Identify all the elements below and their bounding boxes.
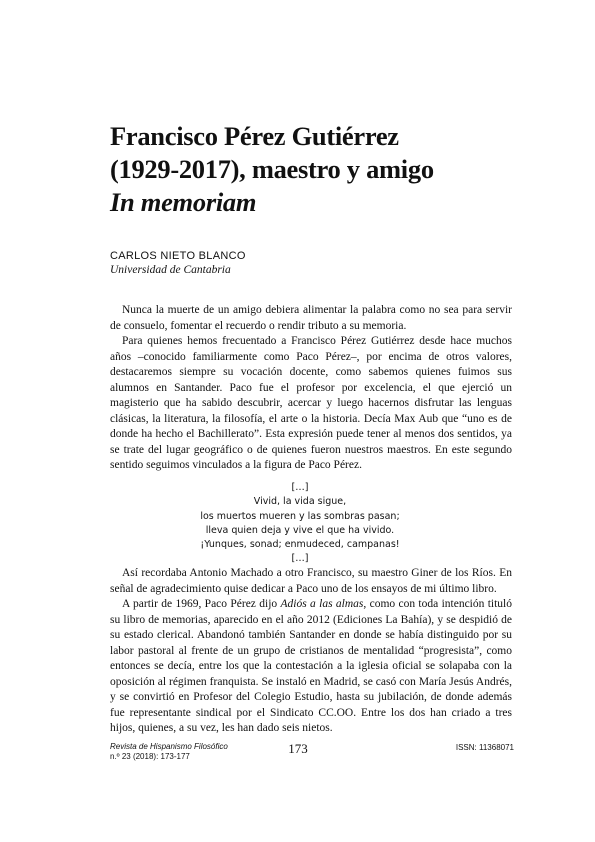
paragraph-4-rest: , como con toda intención tituló su libro de memorias, aparecido en el año 2012 (Ediciones La Bahía), y se despidió de su estado clerical. Abandonó también Santander en donde se había distinguido por su labor pastoral al frente de un grupo de cristianos de mentalidad “progresista”, como entonces se decía, entre los que la contestación a la iglesia oficial se solapaba con la oposición al régimen franquista. Se instaló en Madrid, se casó con María Jesús Andrés, y se convirtió en Profesor del Colegio Estudio, hasta su jubilación, de donde además fue representante sindical por el Sindicato CC.OO. Entre los dos han criado a tres hijos, quienes, a su vez, les han dado seis nietos.: [110, 598, 512, 734]
footer-citation: [110, 742, 228, 762]
poem-line: ¡Yunques, sonad; enmudeced, campanas!: [200, 539, 400, 551]
paragraph-2: Para quienes hemos frecuentado a Francisco Pérez Gutiérrez desde hace muchos años –conocido familiarmente como Paco Pérez–, por encima de otros valores, destacaremos siempre su vocación docente, como sabemos quienes fuimos sus alumnos en Santander. Paco fue el profesor por excelencia, el que ejerció un magisterio que ha sabido descubrir, acercar y luego hacernos disfrutar las lenguas clásicas, la literatura, la filosofía, el arte o la historia. Decía Max Aub que “uno es de donde ha hecho el Bachillerato”. Esta expresión puede tener al menos dos sentidos, ya se trate del lugar geográfico o de quienes fueron nuestros maestros. En este segundo sentido seguimos vinculados a la figura de Paco Pérez.: [110, 335, 512, 471]
poem-line: […]: [291, 482, 309, 493]
title-line-2: (1929-2017), maestro y amigo: [110, 154, 434, 184]
paragraph-4: [110, 597, 512, 737]
poem-quote: [190, 481, 410, 567]
paragraph-4-start: A partir de 1969, Paco Pérez dijo: [122, 598, 281, 610]
poem-line: lleva quien deja y vive el que ha vivido.: [205, 524, 395, 536]
article-title: [110, 120, 530, 219]
paragraph-3: Así recordaba Antonio Machado a otro Francisco, su maestro Giner de los Ríos. En señal de agradecimiento quise dedicar a Paco uno de los ensayos de mi último libro.: [110, 567, 512, 595]
journal-name: Revista de Hispanismo Filosófico: [110, 742, 228, 751]
issn-number: ISSN: 11368071: [455, 743, 514, 752]
title-line-3: In memoriam: [110, 187, 257, 217]
body-text-lower: [110, 566, 512, 737]
author-affiliation: Universidad de Cantabria: [110, 264, 231, 276]
poem-line: los muertos mueren y las sombras pasan;: [200, 510, 400, 522]
book-title: Adiós a las almas: [280, 598, 364, 610]
title-line-1: Francisco Pérez Gutiérrez: [110, 121, 399, 151]
poem-line: […]: [291, 553, 309, 565]
body-text-upper: [110, 303, 512, 474]
author-name: CARLOS NIETO BLANCO: [110, 250, 246, 262]
page-number: 173: [288, 741, 308, 756]
issue-info: n.º 23 (2018): 173-177: [110, 752, 190, 761]
poem-line: Vivid, la vida sigue,: [253, 496, 347, 508]
paragraph-1: Nunca la muerte de un amigo debiera alimentar la palabra como no sea para servir de consuelo, fomentar el recuerdo o rendir tributo a su memoria.: [110, 304, 512, 332]
